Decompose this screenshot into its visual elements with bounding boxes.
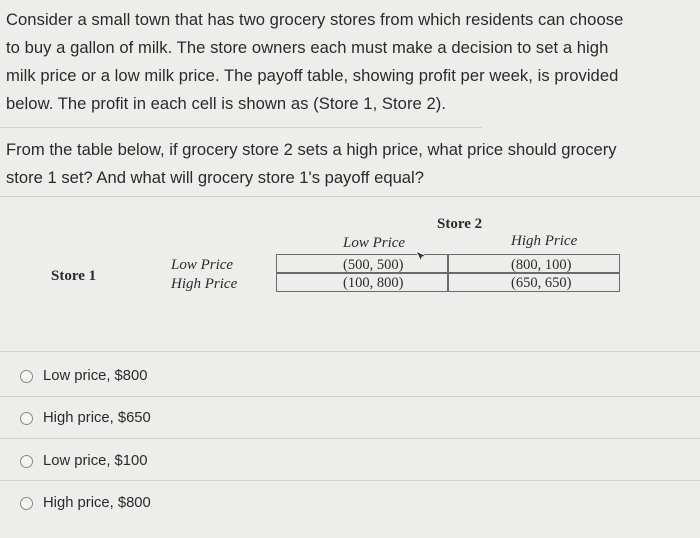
option-label: Low price, $100 (43, 453, 148, 469)
column-label-high-price: High Price (511, 233, 578, 249)
divider (0, 351, 700, 352)
store1-label: Store 1 (51, 268, 97, 284)
answer-option-1[interactable] (20, 368, 147, 384)
mouse-pointer-icon (413, 248, 429, 264)
radio-button[interactable] (20, 370, 33, 383)
payoff-cell-low-high: (800, 100) (511, 257, 572, 273)
question-line: store 1 set? And what will grocery store 1's payoff equal? (6, 168, 424, 187)
question-line: below. The profit in each cell is shown as (Store 1, Store 2). (6, 94, 446, 113)
radio-button[interactable] (20, 497, 33, 510)
divider (0, 396, 700, 397)
payoff-cell-high-low: (100, 800) (343, 275, 404, 291)
store2-label: Store 2 (437, 216, 483, 232)
option-label: Low price, $800 (43, 368, 148, 384)
answer-option-3[interactable] (20, 453, 147, 469)
option-label: High price, $650 (43, 410, 151, 426)
question-line: to buy a gallon of milk. The store owners each must make a decision to set a high (6, 38, 609, 57)
divider (0, 480, 700, 481)
answer-option-2[interactable] (20, 410, 151, 426)
question-line: From the table below, if grocery store 2 sets a high price, what price should grocery (6, 140, 617, 159)
question-paragraph-1 (6, 6, 696, 118)
divider (0, 127, 482, 128)
column-label-low-price: Low Price (343, 235, 406, 251)
radio-button[interactable] (20, 412, 33, 425)
divider (0, 196, 700, 197)
answer-option-4[interactable] (20, 495, 151, 511)
row-label-low-price: Low Price (171, 257, 234, 273)
question-line: milk price or a low milk price. The payoff table, showing profit per week, is provided (6, 66, 619, 85)
question-line: Consider a small town that has two grocery stores from which residents can choose (6, 10, 624, 29)
divider (0, 438, 700, 439)
option-label: High price, $800 (43, 495, 151, 511)
payoff-cell-high-high: (650, 650) (511, 275, 572, 291)
row-label-high-price: High Price (171, 276, 238, 292)
question-paragraph-2 (6, 136, 696, 192)
radio-button[interactable] (20, 455, 33, 468)
payoff-cell-low-low: (500, 500) (343, 257, 404, 273)
